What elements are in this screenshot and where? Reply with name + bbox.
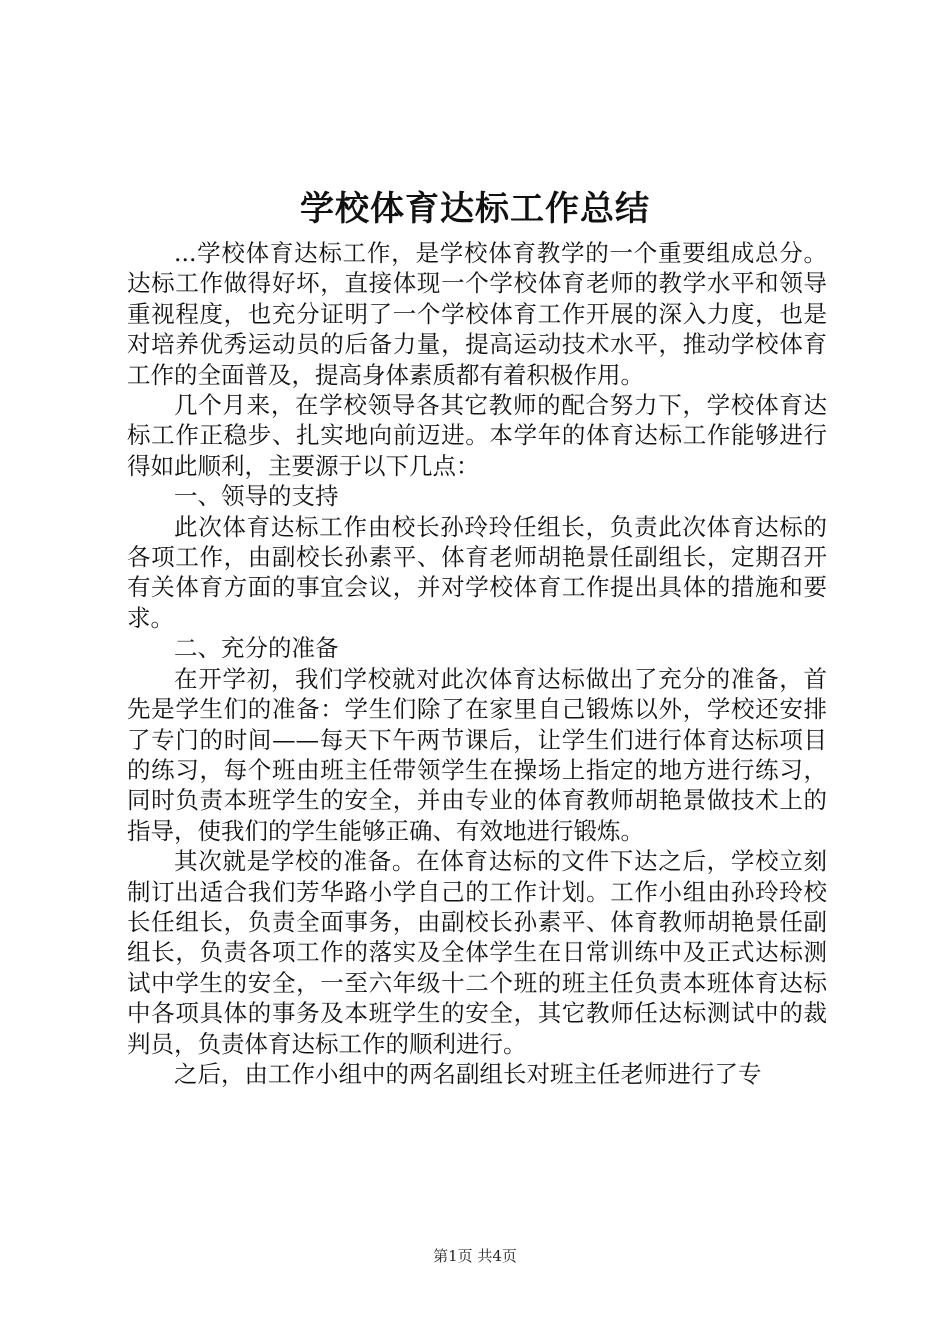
paragraph-leadership: 此次体育达标工作由校长孙玲玲任组长，负责此次体育达标的各项工作，由副校长孙素平、体育老师胡艳景任副组长，定期召开有关体育方面的事宜会议，并对学校体育工作提出具体的措施和要求。 bbox=[127, 512, 827, 632]
paragraph-student-preparation: 在开学初，我们学校就对此次体育达标做出了充分的准备，首先是学生们的准备：学生们除了在家里自己锻炼以外，学校还安排了专门的时间——每天下午两节课后，让学生们进行体育达标项目的练习，每个班由班主任带领学生在操场上指定的地方进行练习，同时负责本班学生的安全，并由专业的体育教师胡艳景做技术上的指导，使我们的学生能够正确、有效地进行锻炼。 bbox=[127, 664, 827, 845]
section-heading-preparation: 二、充分的准备 bbox=[174, 634, 339, 663]
paragraph-school-preparation: 其次就是学校的准备。在体育达标的文件下达之后，学校立刻制订出适合我们芳华路小学自己的工作计划。工作小组由孙玲玲校长任组长，负责全面事务，由副校长孙素平、体育教师胡艳景任副组长，负责各项工作的落实及全体学生在日常训练中及正式达标测试中学生的安全，一至六年级十二个班的班主任负责本班体育达标中各项具体的事务及本班学生的安全，其它教师任达标测试中的裁判员，负责体育达标工作的顺利进行。 bbox=[127, 847, 827, 1058]
document-title: 学校体育达标工作总结 bbox=[300, 189, 650, 229]
document-body bbox=[127, 238, 827, 1089]
section-heading-leadership: 一、领导的支持 bbox=[174, 482, 339, 511]
paragraph-overview: 几个月来，在学校领导各其它教师的配合努力下，学校体育达标工作正稳步、扎实地向前迈进。本学年的体育达标工作能够进行得如此顺利，主要源于以下几点： bbox=[127, 391, 827, 480]
paragraph-intro: ...学校体育达标工作，是学校体育教学的一个重要组成总分。达标工作做得好坏，直接体现一个学校体育老师的教学水平和领导重视程度，也充分证明了一个学校体育工作开展的深入力度，也是对培养优秀运动员的后备力量，提高运动技术水平，推动学校体育工作的全面普及，提高身体素质都有着积极作用。 bbox=[127, 239, 827, 389]
page-number-footer: 第1页 共4页 bbox=[433, 1247, 517, 1265]
paragraph-training: 之后，由工作小组中的两名副组长对班主任老师进行了专 bbox=[174, 1059, 762, 1088]
